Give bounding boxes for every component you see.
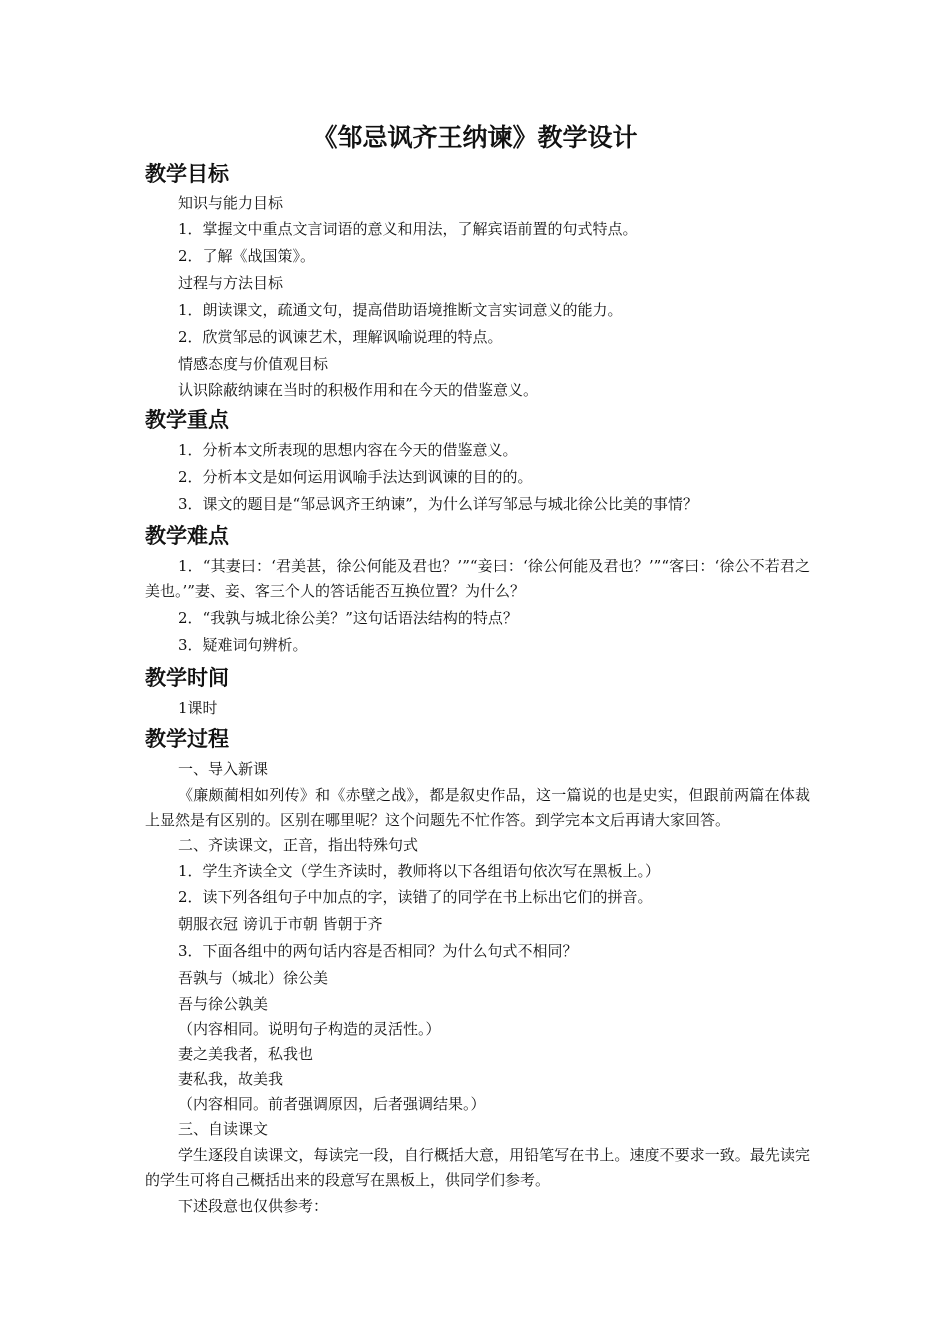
goals-line: 2．欣赏邹忌的讽谏艺术，理解讽喻说理的特点。 (178, 328, 503, 346)
process-section-title: 二、齐读课文，正音，指出特殊句式 (178, 836, 419, 854)
process-section-title: 一、导入新课 (178, 760, 269, 778)
heading-key-points: 教学重点 (145, 408, 229, 432)
key-point-line: 3．课文的题目是“邹忌讽齐王纳谏”，为什么详写邹忌与城北徐公比美的事情？ (178, 495, 698, 513)
heading-teaching-goals: 教学目标 (145, 162, 229, 186)
difficulty-paragraph: 1．“其妻曰：‘君美甚，徐公何能及君也？’”“妾曰：‘徐公何能及君也？’”“客曰：‘徐公不若君之美也。’”妻、妾、客三个人的答话能否互换位置？为什么？ (145, 557, 810, 600)
process-line: 2．读下列各组句子中加点的字，读错了的同学在书上标出它们的拼音。 (178, 888, 653, 906)
goals-line: 认识除蔽纳谏在当时的积极作用和在今天的借鉴意义。 (178, 381, 539, 399)
process-line: 1．学生齐读全文（学生齐读时，教师将以下各组语句依次写在黑板上。） (178, 862, 661, 880)
goals-line: 2．了解《战国策》。 (178, 247, 316, 265)
key-point-line: 1．分析本文所表现的思想内容在今天的借鉴意义。 (178, 441, 518, 459)
goals-line: 1．朗读课文，疏通文句，提高借助语境推断文言实词意义的能力。 (178, 301, 623, 319)
document-title: 《邹忌讽齐王纳谏》教学设计 (312, 123, 638, 152)
time-line: 1课时 (178, 699, 218, 717)
process-line: 吾与徐公孰美 (178, 995, 269, 1013)
process-line: 朝服衣冠 谤讥于市朝 皆朝于齐 (178, 915, 383, 933)
key-point-line: 2．分析本文是如何运用讽喻手法达到讽谏的目的的。 (178, 468, 533, 486)
process-line: （内容相同。前者强调原因，后者强调结果。） (178, 1095, 486, 1113)
process-line: （内容相同。说明句子构造的灵活性。） (178, 1020, 441, 1038)
difficulty-line: 3．疑难词句辨析。 (178, 636, 308, 654)
goals-subheading-process: 过程与方法目标 (178, 274, 284, 292)
goals-line: 1．掌握文中重点文言词语的意义和用法，了解宾语前置的句式特点。 (178, 220, 638, 238)
process-line: 下述段意也仅供参考： (178, 1197, 329, 1215)
process-line: 3．下面各组中的两句话内容是否相同？为什么句式不相同？ (178, 942, 578, 960)
process-line: 妻私我，故美我 (178, 1070, 284, 1088)
goals-subheading-knowledge: 知识与能力目标 (178, 194, 284, 212)
process-paragraph: 《廉颇蔺相如列传》和《赤壁之战》，都是叙史作品，这一篇说的也是史实，但跟前两篇在体裁上显然是有区别的。区别在哪里呢？这个问题先不忙作答。到学完本文后再请大家回答。 (145, 786, 810, 829)
process-line: 吾孰与（城北）徐公美 (178, 969, 329, 987)
goals-subheading-attitude: 情感态度与价值观目标 (178, 355, 329, 373)
difficulty-line: 2．“我孰与城北徐公美？”这句话语法结构的特点？ (178, 609, 518, 627)
heading-process: 教学过程 (145, 727, 229, 751)
process-paragraph: 学生逐段自读课文，每读完一段，自行概括大意，用铅笔写在书上。速度不要求一致。最先读完的学生可将自己概括出来的段意写在黑板上，供同学们参考。 (145, 1146, 810, 1189)
heading-difficulties: 教学难点 (145, 524, 229, 548)
heading-time: 教学时间 (145, 666, 229, 690)
process-line: 妻之美我者，私我也 (178, 1045, 314, 1063)
process-section-title: 三、自读课文 (178, 1120, 269, 1138)
